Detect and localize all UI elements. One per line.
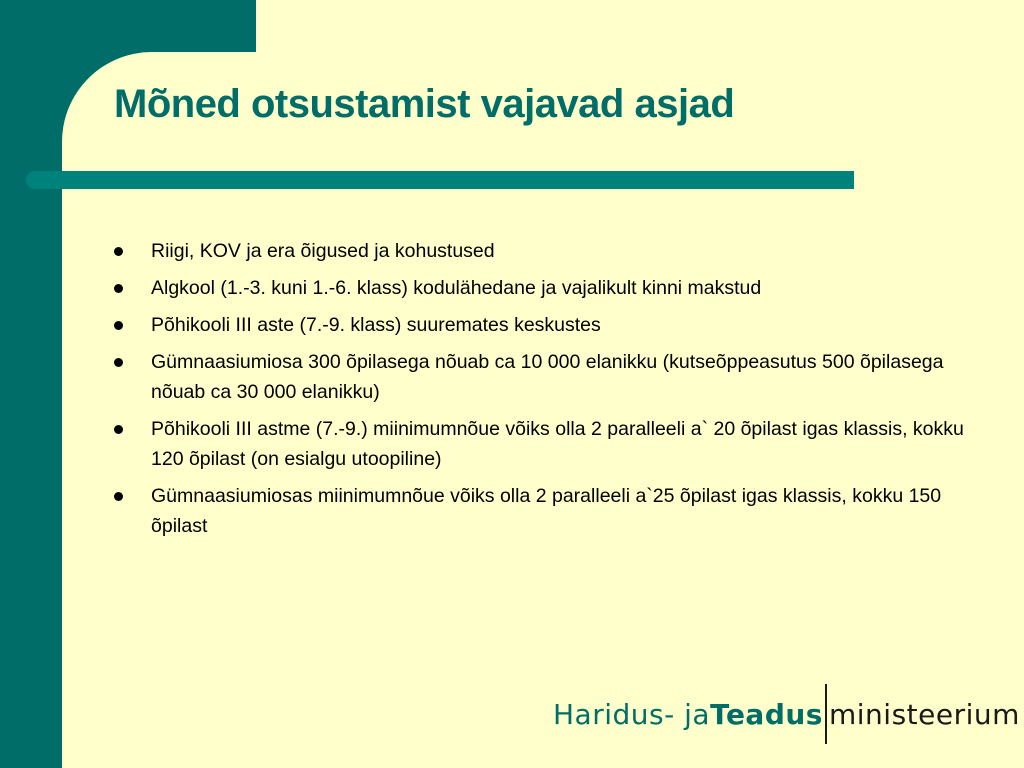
ministry-logo	[553, 684, 1020, 744]
logo-text-ministeerium: ministeerium	[828, 697, 1020, 731]
bullet-item	[112, 481, 992, 541]
bullet-icon	[114, 321, 123, 330]
slide-title: Mõned otsustamist vajavad asjad	[114, 82, 735, 126]
bullet-item	[112, 236, 992, 266]
bullet-text: Riigi, KOV ja era õigused ja kohustused	[151, 240, 495, 262]
bullet-icon	[114, 492, 123, 501]
bullet-item	[112, 347, 992, 407]
title-underline-bar	[26, 171, 854, 189]
logo-text-teadus: Teadus	[710, 697, 823, 731]
bullet-icon	[114, 247, 123, 256]
bullet-text: Algkool (1.-3. kuni 1.-6. klass) kodulähedane ja vajalikult kinni makstud	[151, 277, 762, 299]
bullet-item	[112, 273, 992, 303]
top-decorative-block	[0, 0, 256, 52]
bullet-text: Põhikooli III aste (7.-9. klass) suuremates keskustes	[151, 314, 601, 336]
left-decorative-band	[0, 0, 62, 768]
bullet-icon	[114, 284, 123, 293]
bullet-icon	[114, 358, 123, 367]
bullet-list	[112, 236, 992, 548]
bullet-text: Gümnaasiumiosas miinimumnõue võiks olla 2 paralleeli a`25 õpilast igas klassis, kokku 150 õpilast	[151, 485, 942, 537]
logo-text-haridus: Haridus- ja	[553, 697, 711, 731]
bullet-item	[112, 414, 992, 474]
bullet-item	[112, 310, 992, 340]
logo-divider	[825, 684, 827, 744]
bullet-text: Põhikooli III astme (7.-9.) miinimumnõue võiks olla 2 paralleeli a` 20 õpilast igas klassis, kokku 120 õpilast (on esialgu utoopiline)	[151, 418, 964, 470]
bullet-icon	[114, 425, 123, 434]
bullet-text: Gümnaasiumiosa 300 õpilasega nõuab ca 10 000 elanikku (kutseõppeasutus 500 õpilasega nõuab ca 30 000 elanikku)	[151, 351, 944, 403]
